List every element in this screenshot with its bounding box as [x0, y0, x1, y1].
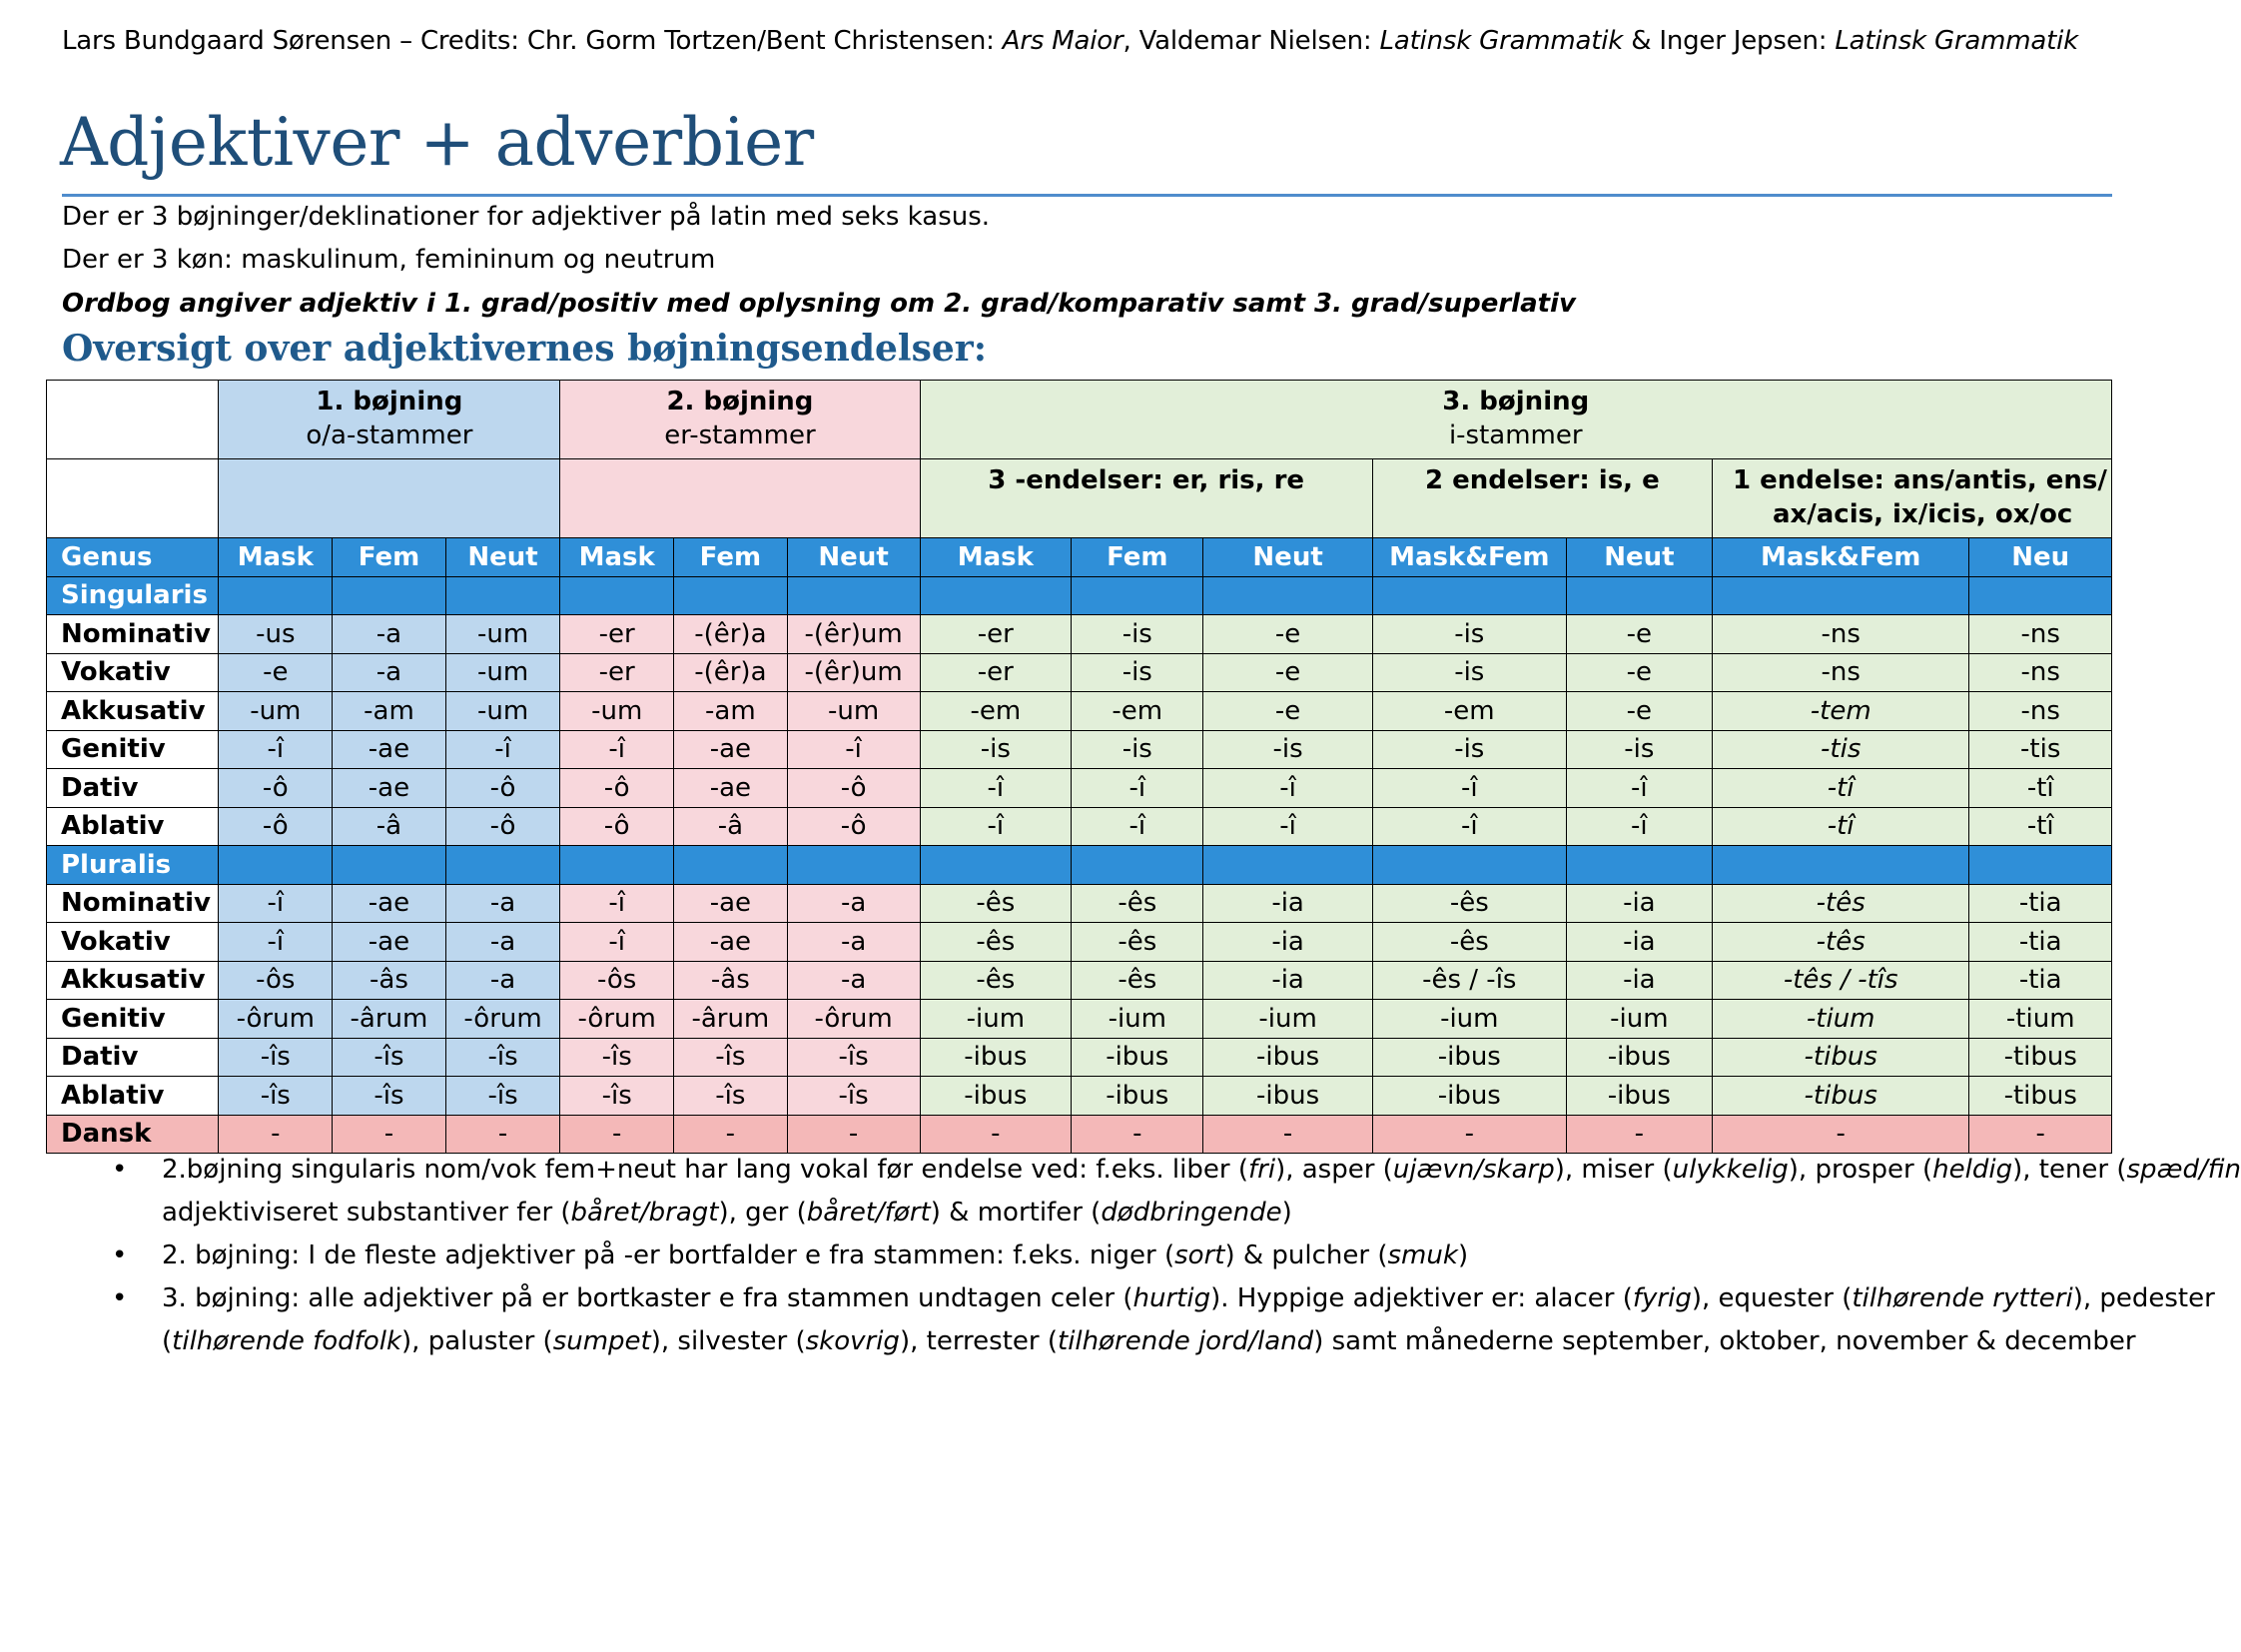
- group-header-3: 3. bøjning i-stammer: [920, 381, 2111, 459]
- ending-cell: -â: [674, 807, 788, 846]
- ending-cell: -î: [560, 884, 674, 923]
- pluralis-row-cell: [1566, 846, 1712, 885]
- ending-cell: -a: [787, 923, 920, 962]
- ending-cell: -ium: [920, 1000, 1072, 1039]
- ending-cell: -ns: [1969, 653, 2112, 692]
- pluralis-row-cell: [920, 846, 1072, 885]
- ending-cell: -ae: [674, 884, 788, 923]
- ending-cell: -ibus: [1072, 1077, 1203, 1116]
- ending-cell: -îs: [333, 1038, 446, 1077]
- ending-cell: -is: [1372, 615, 1566, 654]
- ending-cell: -î: [1372, 769, 1566, 808]
- ending-cell: -ârum: [333, 1000, 446, 1039]
- singularis-row-cell: [560, 576, 674, 615]
- pluralis-row-cell: [1969, 846, 2112, 885]
- ending-cell: -ium: [1372, 1000, 1566, 1039]
- singularis-row: [47, 576, 2112, 615]
- ending-cell: -ae: [333, 730, 446, 769]
- ending-cell: -tis: [1712, 730, 1969, 769]
- ending-cell: -ô: [560, 807, 674, 846]
- corner-cell-2: [47, 459, 219, 538]
- ending-cell: -(êr)um: [787, 615, 920, 654]
- table-row: [47, 807, 2112, 846]
- declension-table: [46, 380, 2112, 1154]
- subgroup-empty-2: [560, 459, 920, 538]
- dansk-cell: -: [1712, 1115, 1969, 1154]
- ending-cell: -ibus: [1203, 1077, 1372, 1116]
- ending-cell: -(êr)a: [674, 653, 788, 692]
- bullet-icon: •: [112, 1240, 128, 1270]
- singularis-row-cell: [1712, 576, 1969, 615]
- subgroup-1-ending: 1 endelse: ans/antis, ens/ ax/acis, ix/icis, ox/oc: [1712, 459, 2111, 538]
- ending-cell: -ia: [1566, 961, 1712, 1000]
- ending-cell: -um: [445, 692, 560, 731]
- ending-cell: -î: [920, 769, 1072, 808]
- ending-cell: -î: [1203, 769, 1372, 808]
- ending-cell: -ôs: [219, 961, 333, 1000]
- ending-cell: -tî: [1969, 807, 2112, 846]
- ending-cell: -a: [787, 884, 920, 923]
- note-item: • 2. bøjning: I de fleste adjektiver på -er bortfalder e fra stammen: f.eks. niger (sort) & pulcher (smuk): [112, 1235, 2112, 1277]
- ending-cell: -tium: [1969, 1000, 2112, 1039]
- credits-line: Lars Bundgaard Sørensen – Credits: Chr. Gorm Tortzen/Bent Christensen: Ars Maior, Valdemar Nielsen: Latinsk Grammatik & Inger Jepsen: Latinsk Grammatik: [62, 26, 2079, 56]
- ending-cell: -îs: [560, 1038, 674, 1077]
- ending-cell: -ês: [920, 961, 1072, 1000]
- ending-cell: -um: [560, 692, 674, 731]
- ending-cell: -ês: [920, 884, 1072, 923]
- ending-cell: -tî: [1712, 807, 1969, 846]
- pluralis-row-cell: [219, 846, 333, 885]
- genus-cell: Fem: [333, 538, 446, 577]
- ending-cell: -îs: [333, 1077, 446, 1116]
- ending-cell: -ia: [1203, 884, 1372, 923]
- singularis-row-cell: [219, 576, 333, 615]
- pluralis-row-cell: [445, 846, 560, 885]
- ending-cell: -is: [1372, 730, 1566, 769]
- ending-cell: -î: [1566, 807, 1712, 846]
- genus-cell: Mask&Fem: [1712, 538, 1969, 577]
- intro-line-3: Ordbog angiver adjektiv i 1. grad/positiv med oplysning om 2. grad/komparativ samt 3. grad/superlativ: [62, 289, 1576, 319]
- pluralis-row-cell: [333, 846, 446, 885]
- ending-cell: -ium: [1072, 1000, 1203, 1039]
- ending-cell: -ibus: [920, 1077, 1072, 1116]
- ending-cell: -îs: [787, 1038, 920, 1077]
- subgroup-2-endings: 2 endelser: is, e: [1372, 459, 1712, 538]
- genus-cell: Mask: [560, 538, 674, 577]
- ending-cell: -um: [219, 692, 333, 731]
- genus-cell: Neut: [445, 538, 560, 577]
- ending-cell: -ôs: [560, 961, 674, 1000]
- dansk-row: [47, 1115, 2112, 1154]
- genus-row: [47, 538, 2112, 577]
- title-divider: [62, 194, 2112, 197]
- ending-cell: -ae: [333, 769, 446, 808]
- ending-cell: -ibus: [1566, 1038, 1712, 1077]
- ending-cell: -îs: [787, 1077, 920, 1116]
- case-label: Ablativ: [47, 1077, 219, 1116]
- ending-cell: -a: [333, 615, 446, 654]
- singularis-row-cell: [1203, 576, 1372, 615]
- note-item: • 2.bøjning singularis nom/vok fem+neut har lang vokal før endelse ved: f.eks. liber (fri), asper (ujævn/skarp), miser (ulykkelig), prosper (heldig), tener (spæd/fin adjektiviseret substantiver fer (båret/bragt), ger (båret/ført) & mortifer (dødbringende): [112, 1149, 2112, 1235]
- ending-cell: -ibus: [1372, 1077, 1566, 1116]
- ending-cell: -e: [1566, 692, 1712, 731]
- table-row: [47, 1038, 2112, 1077]
- group-header-2: 2. bøjning er-stammer: [560, 381, 920, 459]
- ending-cell: -ô: [787, 769, 920, 808]
- ending-cell: -tia: [1969, 923, 2112, 962]
- ending-cell: -er: [920, 615, 1072, 654]
- genus-cell: Mask: [219, 538, 333, 577]
- pluralis-row-cell: [674, 846, 788, 885]
- notes-list: [112, 1149, 2241, 1363]
- case-label: Nominativ: [47, 884, 219, 923]
- ending-cell: -tês: [1712, 884, 1969, 923]
- ending-cell: -î: [219, 923, 333, 962]
- dansk-cell: -: [674, 1115, 788, 1154]
- ending-cell: -e: [1203, 692, 1372, 731]
- genus-cell: Neut: [1566, 538, 1712, 577]
- table-row: [47, 730, 2112, 769]
- case-label: Genitiv: [47, 1000, 219, 1039]
- pluralis-row-cell: [1203, 846, 1372, 885]
- ending-cell: -um: [445, 615, 560, 654]
- subgroup-empty-1: [219, 459, 560, 538]
- ending-cell: -ês: [1072, 923, 1203, 962]
- dansk-cell: -: [333, 1115, 446, 1154]
- ending-cell: -â: [333, 807, 446, 846]
- ending-cell: -îs: [219, 1038, 333, 1077]
- ending-cell: -is: [920, 730, 1072, 769]
- ending-cell: -ô: [445, 769, 560, 808]
- ending-cell: -tî: [1712, 769, 1969, 808]
- corner-cell: [47, 381, 219, 459]
- ending-cell: -ae: [674, 769, 788, 808]
- bullet-icon: •: [112, 1155, 128, 1185]
- ending-cell: -âs: [674, 961, 788, 1000]
- dansk-cell: -: [787, 1115, 920, 1154]
- singularis-row-cell: [1072, 576, 1203, 615]
- ending-cell: -ns: [1712, 615, 1969, 654]
- ending-cell: -ôrum: [560, 1000, 674, 1039]
- ending-cell: -tês / -tîs: [1712, 961, 1969, 1000]
- ending-cell: -a: [445, 961, 560, 1000]
- singularis-row-label: Singularis: [47, 576, 219, 615]
- ending-cell: -î: [1566, 769, 1712, 808]
- ending-cell: -î: [920, 807, 1072, 846]
- ending-cell: -ium: [1203, 1000, 1372, 1039]
- dansk-cell: -: [219, 1115, 333, 1154]
- genus-cell: Neut: [787, 538, 920, 577]
- ending-cell: -ibus: [1203, 1038, 1372, 1077]
- case-label: Dativ: [47, 769, 219, 808]
- ending-cell: -tibus: [1712, 1077, 1969, 1116]
- genus-cell: Neu: [1969, 538, 2112, 577]
- dansk-cell: -: [920, 1115, 1072, 1154]
- ending-cell: -em: [1372, 692, 1566, 731]
- table-row: [47, 692, 2112, 731]
- table-row: [47, 769, 2112, 808]
- ending-cell: -î: [219, 730, 333, 769]
- page-title: Adjektiver + adverbier: [60, 104, 814, 181]
- table-row: [47, 1077, 2112, 1116]
- singularis-row-cell: [787, 576, 920, 615]
- dansk-cell: -: [1969, 1115, 2112, 1154]
- header-row-subgroups: [47, 459, 2112, 538]
- ending-cell: -î: [1072, 769, 1203, 808]
- table-row: [47, 884, 2112, 923]
- case-label: Vokativ: [47, 653, 219, 692]
- ending-cell: -ns: [1969, 615, 2112, 654]
- pluralis-row-cell: [1712, 846, 1969, 885]
- note-item: • 3. bøjning: alle adjektiver på er bortkaster e fra stammen undtagen celer (hurtig). Hyppige adjektiver er: alacer (fyrig), equester (tilhørende rytteri), pedester (tilhørende fodfolk), paluster (sumpet), silvester (skovrig), terrester (tilhørende jord/land) samt månederne september, oktober, november & december: [112, 1277, 2112, 1363]
- dansk-cell: -: [1072, 1115, 1203, 1154]
- table-row: [47, 653, 2112, 692]
- case-label: Dativ: [47, 1038, 219, 1077]
- ending-cell: -îs: [445, 1038, 560, 1077]
- ending-cell: -î: [787, 730, 920, 769]
- ending-cell: -is: [1072, 615, 1203, 654]
- intro-line-2: Der er 3 køn: maskulinum, femininum og neutrum: [62, 245, 716, 275]
- ending-cell: -tibus: [1969, 1038, 2112, 1077]
- ending-cell: -ibus: [920, 1038, 1072, 1077]
- pluralis-row-cell: [560, 846, 674, 885]
- ending-cell: -er: [560, 653, 674, 692]
- dansk-cell: -: [1203, 1115, 1372, 1154]
- ending-cell: -ia: [1203, 961, 1372, 1000]
- ending-cell: -î: [445, 730, 560, 769]
- ending-cell: -a: [445, 923, 560, 962]
- ending-cell: -ô: [219, 769, 333, 808]
- ending-cell: -em: [1072, 692, 1203, 731]
- ending-cell: -is: [1203, 730, 1372, 769]
- singularis-row-cell: [445, 576, 560, 615]
- case-label: Akkusativ: [47, 961, 219, 1000]
- ending-cell: -ârum: [674, 1000, 788, 1039]
- ending-cell: -us: [219, 615, 333, 654]
- ending-cell: -ae: [674, 923, 788, 962]
- ending-cell: -ês: [1372, 884, 1566, 923]
- singularis-row-cell: [674, 576, 788, 615]
- case-label: Dansk: [47, 1115, 219, 1154]
- ending-cell: -ô: [560, 769, 674, 808]
- table-row: [47, 961, 2112, 1000]
- genus-cell: Fem: [674, 538, 788, 577]
- ending-cell: -er: [920, 653, 1072, 692]
- singularis-row-cell: [333, 576, 446, 615]
- genus-cell: Mask&Fem: [1372, 538, 1566, 577]
- ending-cell: -is: [1566, 730, 1712, 769]
- table-row: [47, 1000, 2112, 1039]
- group-header-1: 1. bøjning o/a-stammer: [219, 381, 560, 459]
- ending-cell: -ium: [1566, 1000, 1712, 1039]
- case-label: Genitiv: [47, 730, 219, 769]
- ending-cell: -a: [787, 961, 920, 1000]
- ending-cell: -am: [674, 692, 788, 731]
- ending-cell: -ia: [1566, 884, 1712, 923]
- case-label: Ablativ: [47, 807, 219, 846]
- ending-cell: -ns: [1712, 653, 1969, 692]
- singularis-row-cell: [1969, 576, 2112, 615]
- ending-cell: -um: [445, 653, 560, 692]
- ending-cell: -tia: [1969, 961, 2112, 1000]
- ending-cell: -um: [787, 692, 920, 731]
- section-heading: Oversigt over adjektivernes bøjningsendelser:: [62, 328, 988, 370]
- ending-cell: -ns: [1969, 692, 2112, 731]
- ending-cell: -tibus: [1969, 1077, 2112, 1116]
- case-label: Akkusativ: [47, 692, 219, 731]
- ending-cell: -tês: [1712, 923, 1969, 962]
- ending-cell: -(êr)a: [674, 615, 788, 654]
- ending-cell: -ibus: [1072, 1038, 1203, 1077]
- ending-cell: -tium: [1712, 1000, 1969, 1039]
- ending-cell: -ia: [1566, 923, 1712, 962]
- ending-cell: -ês: [1072, 961, 1203, 1000]
- ending-cell: -ibus: [1372, 1038, 1566, 1077]
- pluralis-row: [47, 846, 2112, 885]
- ending-cell: -ês: [1072, 884, 1203, 923]
- ending-cell: -a: [333, 653, 446, 692]
- ending-cell: -îs: [674, 1077, 788, 1116]
- ending-cell: -e: [1203, 653, 1372, 692]
- ending-cell: -îs: [560, 1077, 674, 1116]
- ending-cell: -ibus: [1566, 1077, 1712, 1116]
- genus-cell: Mask: [920, 538, 1072, 577]
- dansk-cell: -: [1566, 1115, 1712, 1154]
- ending-cell: -î: [560, 923, 674, 962]
- genus-label: Genus: [47, 538, 219, 577]
- ending-cell: -îs: [445, 1077, 560, 1116]
- ending-cell: -tem: [1712, 692, 1969, 731]
- ending-cell: -er: [560, 615, 674, 654]
- ending-cell: -e: [219, 653, 333, 692]
- ending-cell: -a: [445, 884, 560, 923]
- ending-cell: -îs: [674, 1038, 788, 1077]
- ending-cell: -îs: [219, 1077, 333, 1116]
- ending-cell: -ô: [787, 807, 920, 846]
- ending-cell: -em: [920, 692, 1072, 731]
- dansk-cell: -: [560, 1115, 674, 1154]
- ending-cell: -ôrum: [787, 1000, 920, 1039]
- ending-cell: -ae: [674, 730, 788, 769]
- genus-cell: Fem: [1072, 538, 1203, 577]
- ending-cell: -î: [560, 730, 674, 769]
- ending-cell: -e: [1566, 653, 1712, 692]
- ending-cell: -ês: [1372, 923, 1566, 962]
- ending-cell: -î: [219, 884, 333, 923]
- intro-line-1: Der er 3 bøjninger/deklinationer for adjektiver på latin med seks kasus.: [62, 202, 991, 232]
- subgroup-3-endings: 3 -endelser: er, ris, re: [920, 459, 1372, 538]
- ending-cell: -is: [1372, 653, 1566, 692]
- ending-cell: -is: [1072, 653, 1203, 692]
- ending-cell: -î: [1203, 807, 1372, 846]
- dansk-cell: -: [445, 1115, 560, 1154]
- pluralis-row-cell: [1072, 846, 1203, 885]
- ending-cell: -is: [1072, 730, 1203, 769]
- ending-cell: -ês: [920, 923, 1072, 962]
- ending-cell: -e: [1203, 615, 1372, 654]
- header-row-groups: [47, 381, 2112, 459]
- ending-cell: -ô: [219, 807, 333, 846]
- ending-cell: -tis: [1969, 730, 2112, 769]
- ending-cell: -î: [1372, 807, 1566, 846]
- ending-cell: -ôrum: [219, 1000, 333, 1039]
- ending-cell: -ô: [445, 807, 560, 846]
- singularis-row-cell: [1566, 576, 1712, 615]
- singularis-row-cell: [1372, 576, 1566, 615]
- ending-cell: -ôrum: [445, 1000, 560, 1039]
- table-row: [47, 615, 2112, 654]
- ending-cell: -tia: [1969, 884, 2112, 923]
- ending-cell: -tibus: [1712, 1038, 1969, 1077]
- ending-cell: -ae: [333, 923, 446, 962]
- pluralis-row-cell: [787, 846, 920, 885]
- ending-cell: -e: [1566, 615, 1712, 654]
- ending-cell: -ia: [1203, 923, 1372, 962]
- ending-cell: -ae: [333, 884, 446, 923]
- case-label: Nominativ: [47, 615, 219, 654]
- bullet-icon: •: [112, 1283, 128, 1313]
- ending-cell: -î: [1072, 807, 1203, 846]
- genus-cell: Neut: [1203, 538, 1372, 577]
- singularis-row-cell: [920, 576, 1072, 615]
- pluralis-row-cell: [1372, 846, 1566, 885]
- ending-cell: -am: [333, 692, 446, 731]
- ending-cell: -tî: [1969, 769, 2112, 808]
- table-row: [47, 923, 2112, 962]
- dansk-cell: -: [1372, 1115, 1566, 1154]
- ending-cell: -ês / -îs: [1372, 961, 1566, 1000]
- pluralis-row-label: Pluralis: [47, 846, 219, 885]
- case-label: Vokativ: [47, 923, 219, 962]
- ending-cell: -(êr)um: [787, 653, 920, 692]
- ending-cell: -âs: [333, 961, 446, 1000]
